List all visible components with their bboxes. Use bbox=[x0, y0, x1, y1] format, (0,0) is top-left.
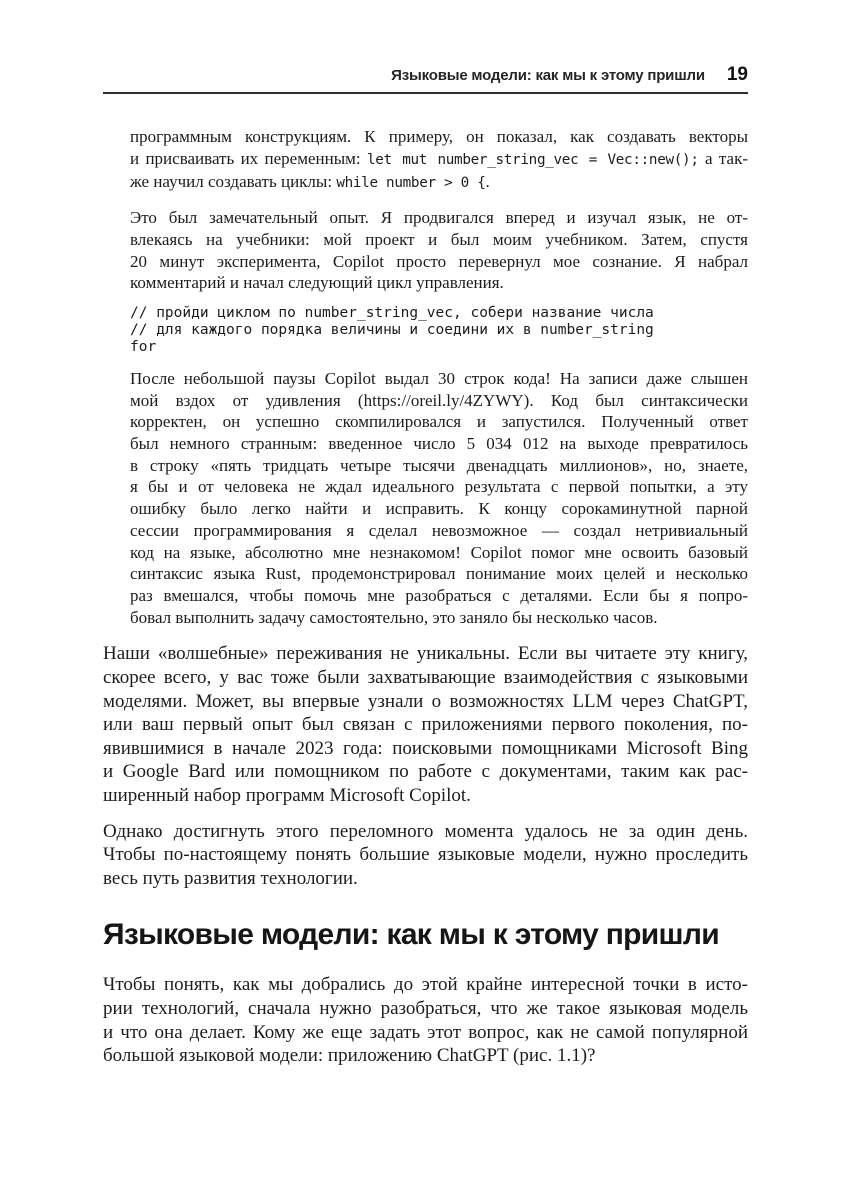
text-segment: После небольшой паузы Copilot выдал 30 строк кода! На записи даже слышен bbox=[130, 368, 748, 388]
text-line bbox=[130, 498, 748, 520]
text-segment: сессии программирования я сделал невозможное — создал нетривиальный bbox=[130, 520, 748, 540]
text-segment: ширенный набор программ Microsoft Copilot. bbox=[103, 784, 471, 806]
inline-code: while number > 0 { bbox=[336, 175, 486, 192]
text-segment: Однако достигнуть этого переломного момента удалось не за один день. bbox=[103, 820, 748, 842]
text-line bbox=[130, 585, 748, 607]
text-line bbox=[103, 1021, 748, 1045]
text-segment: и присваивать их переменным: bbox=[130, 148, 367, 168]
text-segment: моделями. Может, вы впервые узнали о возможностях LLM через ChatGPT, bbox=[103, 690, 748, 712]
text-segment: код на языке, абсолютно мне незнакомом! Copilot помог мне освоить базовый bbox=[130, 542, 748, 562]
text-segment: ошибку было легко найти и исправить. К концу сорокаминутной парной bbox=[130, 499, 748, 519]
text-line bbox=[130, 542, 748, 564]
text-segment: или ваш первый опыт был связан с приложениями первого поколения, по- bbox=[103, 714, 748, 736]
text-segment: рии технологий, сначала нужно разобраться, что же такое языковая модель bbox=[103, 997, 748, 1019]
quoted-excerpt-block bbox=[130, 126, 748, 628]
text-line bbox=[130, 455, 748, 477]
paragraph bbox=[103, 973, 748, 1067]
text-line bbox=[103, 843, 748, 867]
text-segment: мой вздох от удивления (https://oreil.ly/4ZYWY). Код был синтаксически bbox=[130, 390, 748, 410]
text-segment: Чтобы понять, как мы добрались до этой крайне интересной точки в исто- bbox=[103, 974, 748, 996]
text-segment: большой языковой модели: приложению ChatGPT (рис. 1.1)? bbox=[103, 1045, 596, 1067]
text-segment: 20 минут эксперимента, Copilot просто перевернул мое сознание. Я набрал bbox=[130, 251, 748, 271]
paragraph bbox=[130, 368, 748, 628]
code-block bbox=[130, 305, 748, 356]
text-line bbox=[130, 229, 748, 251]
text-line bbox=[130, 563, 748, 585]
text-segment: раз вмешался, чтобы помочь мне разобраться с деталями. Если бы я попро- bbox=[130, 585, 748, 605]
text-line bbox=[103, 1044, 748, 1068]
code-line bbox=[130, 305, 748, 322]
text-line bbox=[130, 476, 748, 498]
text-line bbox=[103, 760, 748, 784]
text-segment: бовал выполнить задачу самостоятельно, это заняло бы несколько часов. bbox=[130, 607, 658, 627]
text-segment: корректен, он успешно скомпилировался и запустился. Полученный ответ bbox=[130, 412, 748, 432]
text-segment: весь путь развития технологии. bbox=[103, 867, 358, 889]
text-segment: Чтобы по-настоящему понять большие языковые модели, нужно проследить bbox=[103, 844, 748, 866]
text-segment: и Google Bard или помощником по работе с документами, таким как рас- bbox=[103, 761, 748, 783]
text-segment: явившимися в начале 2023 года: поисковыми помощниками Microsoft Bing bbox=[103, 737, 748, 759]
text-line bbox=[103, 666, 748, 690]
text-line bbox=[103, 997, 748, 1021]
text-line bbox=[130, 207, 748, 229]
code-line bbox=[130, 339, 748, 356]
text-segment: а так- bbox=[698, 148, 748, 168]
text-segment: синтаксис языка Rust, продемонстрировал понимание моих целей и несколько bbox=[130, 564, 748, 584]
text-segment: комментарий и начал следующий цикл управления. bbox=[130, 273, 504, 293]
text-line bbox=[103, 973, 748, 997]
text-line bbox=[130, 607, 748, 629]
text-line bbox=[130, 251, 748, 273]
text-segment: // пройди циклом по number_string_vec, собери название числа bbox=[130, 304, 654, 321]
text-line bbox=[103, 690, 748, 714]
page-number: 19 bbox=[726, 64, 748, 85]
text-line bbox=[130, 126, 748, 148]
text-segment: Наши «волшебные» переживания не уникальны. Если вы читаете эту книгу, bbox=[103, 643, 748, 665]
text-segment: . bbox=[485, 172, 490, 192]
paragraph bbox=[130, 126, 748, 195]
section-body-block bbox=[103, 973, 748, 1067]
section-heading: Языковые модели: как мы к этому пришли bbox=[103, 918, 719, 952]
text-segment: for bbox=[130, 338, 157, 355]
running-head-title: Языковые модели: как мы к этому пришли bbox=[391, 67, 705, 84]
text-segment: программным конструкциям. К примеру, он показал, как создавать векторы bbox=[130, 127, 748, 146]
body-text-block bbox=[103, 642, 748, 890]
text-line bbox=[130, 520, 748, 542]
inline-code: let mut number_string_vec = Vec::new(); bbox=[366, 151, 699, 168]
text-segment: же научил создавать циклы: bbox=[130, 172, 337, 192]
text-line bbox=[103, 737, 748, 761]
text-segment: Это был замечательный опыт. Я продвигался вперед и изучал язык, не от- bbox=[130, 208, 748, 228]
text-segment: // для каждого порядка величины и соедини их в number_string bbox=[130, 321, 654, 338]
text-line bbox=[103, 713, 748, 737]
text-line bbox=[103, 784, 748, 808]
paragraph bbox=[103, 642, 748, 807]
text-line bbox=[130, 272, 748, 294]
text-line bbox=[130, 368, 748, 390]
text-segment: был немного странным: введенное число 5 034 012 на выходе превратилось bbox=[130, 434, 748, 454]
text-segment: влекаясь на учебники: мой проект и был моим учебником. Затем, спустя bbox=[130, 229, 748, 249]
header-rule bbox=[103, 92, 748, 94]
text-line bbox=[103, 820, 748, 844]
text-segment: скорее всего, у вас тоже были захватывающие взаимодействия с языковыми bbox=[103, 666, 748, 688]
text-line bbox=[130, 171, 748, 195]
running-head bbox=[103, 64, 748, 88]
text-segment: я бы и от человека не ждал идеального результата с первой попытки, а эту bbox=[130, 477, 748, 497]
paragraph bbox=[130, 207, 748, 294]
text-segment: в строку «пять тридцать четыре тысячи двенадцать миллионов», но, знаете, bbox=[130, 455, 748, 475]
text-line bbox=[130, 411, 748, 433]
text-line bbox=[103, 642, 748, 666]
text-line bbox=[103, 867, 748, 891]
text-line bbox=[130, 390, 748, 412]
code-line bbox=[130, 322, 748, 339]
text-segment: и что она делает. Кому же еще задать этот вопрос, как не самой популярной bbox=[103, 1021, 748, 1043]
text-line bbox=[130, 433, 748, 455]
paragraph bbox=[103, 820, 748, 891]
text-line bbox=[130, 148, 748, 172]
